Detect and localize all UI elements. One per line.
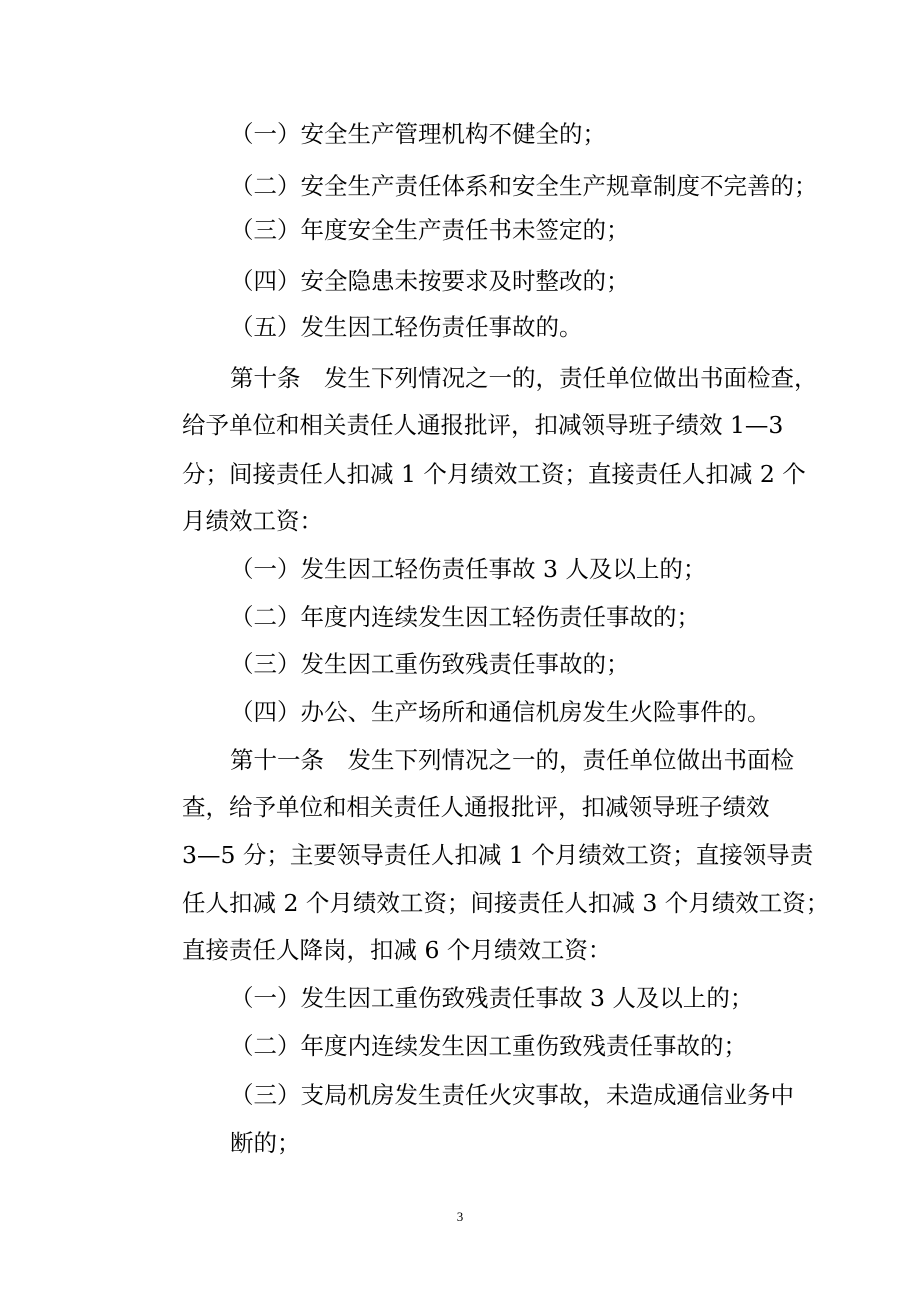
text-line: （二）年度内连续发生因工轻伤责任事故的； xyxy=(230,603,700,631)
text-line: （三）年度安全生产责任书未签定的； xyxy=(230,216,630,244)
text-line: 月绩效工资： xyxy=(182,507,323,535)
text-line: （一）发生因工重伤致残责任事故 3 人及以上的； xyxy=(230,984,754,1012)
text-line: （三）发生因工重伤致残责任事故的； xyxy=(230,650,630,678)
text-line: （二）安全生产责任体系和安全生产规章制度不完善的； xyxy=(230,172,818,200)
article-10-heading-line: 第十条 发生下列情况之一的，责任单位做出书面检查， xyxy=(230,364,818,392)
text-line: 查，给予单位和相关责任人通报批评，扣减领导班子绩效 xyxy=(182,793,770,821)
article-11-heading-line: 第十一条 发生下列情况之一的，责任单位做出书面检 xyxy=(230,746,794,774)
text-line: （一）安全生产管理机构不健全的； xyxy=(230,120,606,148)
text-line: （一）发生因工轻伤责任事故 3 人及以上的； xyxy=(230,555,707,583)
text-line: 给予单位和相关责任人通报批评，扣减领导班子绩效 1—3 xyxy=(182,411,784,439)
text-line: （四）安全隐患未按要求及时整改的； xyxy=(230,267,630,295)
text-line: 任人扣减 2 个月绩效工资；间接责任人扣减 3 个月绩效工资； xyxy=(182,889,830,917)
text-line: （五）发生因工轻伤责任事故的。 xyxy=(230,313,583,341)
text-line: （二）年度内连续发生因工重伤致残责任事故的； xyxy=(230,1032,747,1060)
text-line: 分；间接责任人扣减 1 个月绩效工资；直接责任人扣减 2 个 xyxy=(182,460,806,488)
text-line: 断的； xyxy=(230,1129,301,1157)
text-line: 直接责任人降岗，扣减 6 个月绩效工资： xyxy=(182,936,612,964)
text-line: 3—5 分；主要领导责任人扣减 1 个月绩效工资；直接领导责 xyxy=(182,841,814,869)
page-number: 3 xyxy=(456,1209,464,1224)
text-line: （四）办公、生产场所和通信机房发生火险事件的。 xyxy=(230,698,771,726)
text-line: （三）支局机房发生责任火灾事故，未造成通信业务中 xyxy=(230,1081,794,1109)
